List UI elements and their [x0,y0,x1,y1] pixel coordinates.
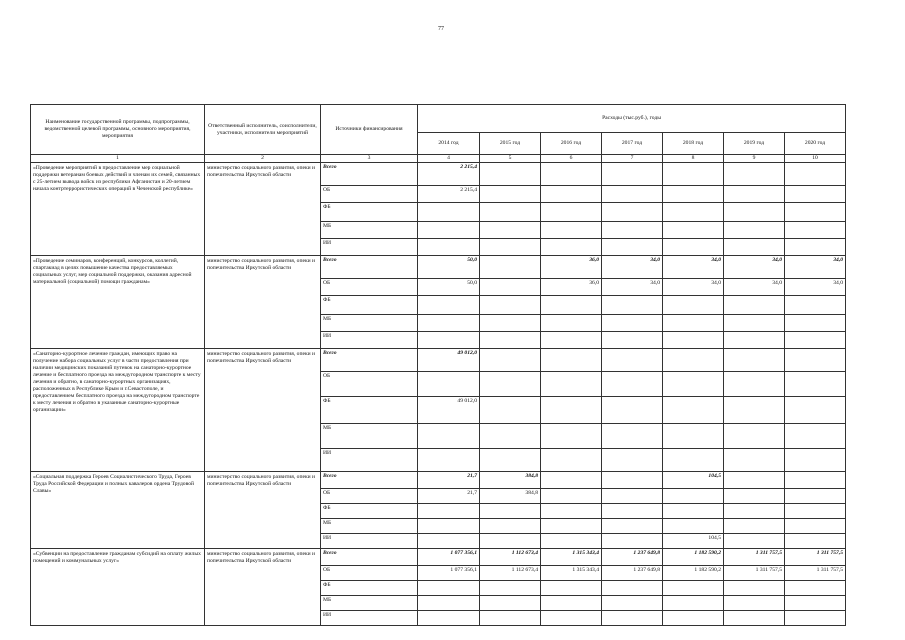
col-number: 5 [480,155,541,163]
table-row [31,549,846,566]
amount-cell [724,489,785,504]
funding-source: МБ [321,222,418,239]
amount-cell [541,424,602,449]
amount-cell: 34,0 [602,256,663,279]
amount-cell [785,239,846,256]
funding-source: МБ [321,315,418,332]
col-number: 4 [418,155,480,163]
col-number: 9 [724,155,785,163]
amount-cell [663,504,724,519]
amount-cell [418,611,480,626]
amount-cell: 104,5 [663,472,724,489]
funding-source: МБ [321,596,418,611]
amount-cell [663,163,724,186]
amount-cell [480,397,541,424]
table-row [31,472,846,489]
header-name: Наименование государственной программы, подпрограммы, ведомственной целевой программы, основного мероприятия, мероприятия [31,105,205,155]
amount-cell [480,581,541,596]
amount-cell [724,332,785,349]
amount-cell [785,596,846,611]
amount-cell [663,315,724,332]
amount-cell [785,186,846,203]
amount-cell: 1 311 757,5 [785,549,846,566]
amount-cell [663,424,724,449]
funding-source: ОБ [321,186,418,203]
header-executor: Ответственный исполнитель, соисполнители, участники, исполнители мероприятий [205,105,321,155]
funding-source: ФБ [321,296,418,315]
amount-cell [724,611,785,626]
amount-cell [480,186,541,203]
amount-cell: 21,7 [418,472,480,489]
header-year: 2014 год [418,133,480,155]
funding-source: Всего [321,256,418,279]
amount-cell [602,163,663,186]
col-number: 2 [205,155,321,163]
amount-cell [418,296,480,315]
amount-cell: 34,0 [785,279,846,296]
funding-source: ФБ [321,581,418,596]
amount-cell [480,611,541,626]
amount-cell: 384,8 [480,472,541,489]
amount-cell [663,397,724,424]
amount-cell [602,239,663,256]
amount-cell [541,222,602,239]
header-sources: Источники финансирования [321,105,418,155]
amount-cell [418,581,480,596]
amount-cell [602,611,663,626]
amount-cell: 1 315 343,4 [541,566,602,581]
amount-cell [480,596,541,611]
amount-cell [602,203,663,222]
amount-cell [724,239,785,256]
amount-cell [480,296,541,315]
amount-cell [724,186,785,203]
expenses-table [30,104,846,626]
amount-cell [541,489,602,504]
amount-cell [541,239,602,256]
amount-cell [785,222,846,239]
funding-source: ОБ [321,372,418,397]
amount-cell [663,489,724,504]
amount-cell [724,424,785,449]
amount-cell [480,534,541,549]
amount-cell [418,504,480,519]
col-number: 8 [663,155,724,163]
amount-cell [541,332,602,349]
amount-cell [724,315,785,332]
amount-cell [663,611,724,626]
amount-cell [602,349,663,372]
amount-cell [541,203,602,222]
amount-cell [602,424,663,449]
funding-source: ИИ [321,239,418,256]
funding-source: ИИ [321,534,418,549]
table-row [31,163,846,186]
amount-cell [418,222,480,239]
amount-cell [541,349,602,372]
amount-cell [541,163,602,186]
amount-cell [541,504,602,519]
amount-cell [602,504,663,519]
amount-cell [602,332,663,349]
amount-cell [480,504,541,519]
funding-source: Всего [321,472,418,489]
table-body [31,163,846,626]
header-year: 2017 год [602,133,663,155]
amount-cell [785,424,846,449]
amount-cell [602,372,663,397]
amount-cell [663,332,724,349]
amount-cell [663,186,724,203]
amount-cell: 1 315 343,4 [541,549,602,566]
amount-cell: 50,0 [418,279,480,296]
amount-cell [480,372,541,397]
amount-cell [663,222,724,239]
amount-cell [724,397,785,424]
amount-cell [724,203,785,222]
amount-cell: 104,5 [663,534,724,549]
amount-cell: 384,8 [480,489,541,504]
executor-name: министерство социального развития, опеки и попечительства Иркутской области [205,256,321,349]
amount-cell: 34,0 [663,279,724,296]
amount-cell: 1 077 356,1 [418,549,480,566]
amount-cell: 1 112 673,4 [480,549,541,566]
funding-source: Всего [321,163,418,186]
amount-cell [480,349,541,372]
amount-cell [418,519,480,534]
amount-cell [785,534,846,549]
amount-cell [663,349,724,372]
amount-cell [602,186,663,203]
amount-cell [785,332,846,349]
funding-source: Всего [321,349,418,372]
amount-cell: 1 311 757,5 [724,549,785,566]
amount-cell [602,581,663,596]
amount-cell: 1 311 757,5 [724,566,785,581]
amount-cell [480,239,541,256]
funding-source: ФБ [321,397,418,424]
amount-cell: 34,0 [724,279,785,296]
amount-cell: 50,0 [418,256,480,279]
amount-cell [541,596,602,611]
amount-cell [480,332,541,349]
amount-cell [602,472,663,489]
funding-source: МБ [321,519,418,534]
amount-cell [602,315,663,332]
funding-source: ОБ [321,566,418,581]
measure-name: «Санаторно-курортное лечение граждан, имеющих право на получение набора социальных услуг в части предоставления при наличии медицинских показаний путевок на санаторно-курортное лечение и бесплатного проезда на междугородном транспорте к месту лечения и обратно, в санаторно-курортных организациях, расположенных в Республике Крым и г.Севастополе, и предоставлением бесплатного проезда на междугородном транспорте к месту лечения и обратно в указанные санаторно-курортные организации» [31,349,205,472]
amount-cell [663,581,724,596]
amount-cell [541,472,602,489]
page-number: 77 [438,26,444,32]
measure-name: «Проведение мероприятий в предоставление мер социальной поддержки ветеранам боевых действий и членам их семей, связанных с 25-летием вывода войск из республики Афганистан и 20-летием начала контртеррористических операций в Чеченской республике» [31,163,205,256]
funding-source: ФБ [321,203,418,222]
header-year: 2016 год [541,133,602,155]
amount-cell: 49 012,0 [418,397,480,424]
amount-cell: 1 112 673,4 [480,566,541,581]
amount-cell: 34,0 [724,256,785,279]
amount-cell [418,332,480,349]
amount-cell: 21,7 [418,489,480,504]
amount-cell [785,349,846,372]
funding-source: ИИ [321,449,418,472]
amount-cell [480,256,541,279]
amount-cell [724,349,785,372]
amount-cell [418,203,480,222]
amount-cell [724,163,785,186]
amount-cell [418,315,480,332]
amount-cell [602,489,663,504]
amount-cell: 1 182 590,2 [663,566,724,581]
amount-cell [785,163,846,186]
amount-cell [724,504,785,519]
amount-cell [418,596,480,611]
amount-cell [724,519,785,534]
amount-cell: 2 215,4 [418,186,480,203]
amount-cell [724,581,785,596]
amount-cell [724,296,785,315]
col-number: 6 [541,155,602,163]
funding-source: Всего [321,549,418,566]
amount-cell [724,372,785,397]
amount-cell [418,239,480,256]
amount-cell [480,222,541,239]
amount-cell [785,611,846,626]
amount-cell [724,596,785,611]
amount-cell [663,449,724,472]
amount-cell [541,611,602,626]
executor-name: министерство социального развития, опеки и попечительства Иркутской области [205,349,321,472]
amount-cell [602,534,663,549]
amount-cell [785,397,846,424]
funding-source: МБ [321,424,418,449]
amount-cell [480,279,541,296]
amount-cell: 2 215,4 [418,163,480,186]
amount-cell [541,581,602,596]
amount-cell: 1 182 590,2 [663,549,724,566]
amount-cell [663,239,724,256]
table-row [31,256,846,279]
amount-cell: 34,0 [663,256,724,279]
amount-cell [785,315,846,332]
amount-cell [663,372,724,397]
amount-cell [785,489,846,504]
amount-cell [418,534,480,549]
amount-cell [724,472,785,489]
amount-cell [602,449,663,472]
amount-cell [541,296,602,315]
funding-source: ОБ [321,489,418,504]
amount-cell [418,424,480,449]
amount-cell [724,449,785,472]
amount-cell [541,186,602,203]
col-number: 1 [31,155,205,163]
amount-cell [785,296,846,315]
funding-source: ОБ [321,279,418,296]
amount-cell: 1 077 356,1 [418,566,480,581]
col-number: 7 [602,155,663,163]
amount-cell [724,222,785,239]
amount-cell [418,372,480,397]
amount-cell [663,296,724,315]
amount-cell: 36,0 [541,256,602,279]
amount-cell [480,424,541,449]
funding-source: ИИ [321,332,418,349]
amount-cell: 34,0 [602,279,663,296]
executor-name: министерство социального развития, опеки и попечительства Иркутской области [205,472,321,549]
amount-cell [724,534,785,549]
funding-source: ФБ [321,504,418,519]
amount-cell [480,203,541,222]
header-year: 2015 год [480,133,541,155]
header-year: 2019 год [724,133,785,155]
measure-name: «Проведение семинаров, конференций, конкурсов, коллегий, спартакиад в целях повышение качества предоставляемых социальных услуг, мер социальной поддержки, оказания адресной материальной (социальной) помощи гражданам» [31,256,205,349]
amount-cell [541,519,602,534]
amount-cell: 1 237 649,8 [602,566,663,581]
header-expenses: Расходы (тыс.руб.), годы [418,105,846,133]
amount-cell [785,519,846,534]
col-number: 3 [321,155,418,163]
amount-cell [602,397,663,424]
col-number: 10 [785,155,846,163]
amount-cell [480,519,541,534]
amount-cell [480,449,541,472]
amount-cell [480,315,541,332]
amount-cell [541,315,602,332]
amount-cell: 1 237 649,8 [602,549,663,566]
amount-cell: 34,0 [785,256,846,279]
amount-cell [602,596,663,611]
amount-cell [785,203,846,222]
executor-name: министерство социального развития, опеки и попечительства Иркутской области [205,163,321,256]
amount-cell [785,504,846,519]
amount-cell [785,472,846,489]
amount-cell [541,449,602,472]
amount-cell: 49 012,0 [418,349,480,372]
executor-name: министерство социального развития, опеки и попечительства Иркутской области [205,549,321,626]
header-year: 2018 год [663,133,724,155]
amount-cell [663,203,724,222]
amount-cell [541,397,602,424]
measure-name: «Социальная поддержка Героев Социалистического Труда, Героев Труда Российской Федерации и полных кавалеров ордена Трудовой Славы» [31,472,205,549]
amount-cell: 1 311 757,5 [785,566,846,581]
table-row [31,349,846,372]
amount-cell [785,449,846,472]
amount-cell [663,596,724,611]
amount-cell [602,296,663,315]
amount-cell [418,449,480,472]
header-year: 2020 год [785,133,846,155]
amount-cell [541,534,602,549]
measure-name: «Субвенции на предоставление гражданам субсидий на оплату жилых помещений и коммунальных услуг» [31,549,205,626]
amount-cell [785,372,846,397]
amount-cell [602,222,663,239]
amount-cell [480,163,541,186]
funding-source: ИИ [321,611,418,626]
amount-cell [602,519,663,534]
amount-cell: 36,0 [541,279,602,296]
amount-cell [663,519,724,534]
amount-cell [785,581,846,596]
amount-cell [541,372,602,397]
